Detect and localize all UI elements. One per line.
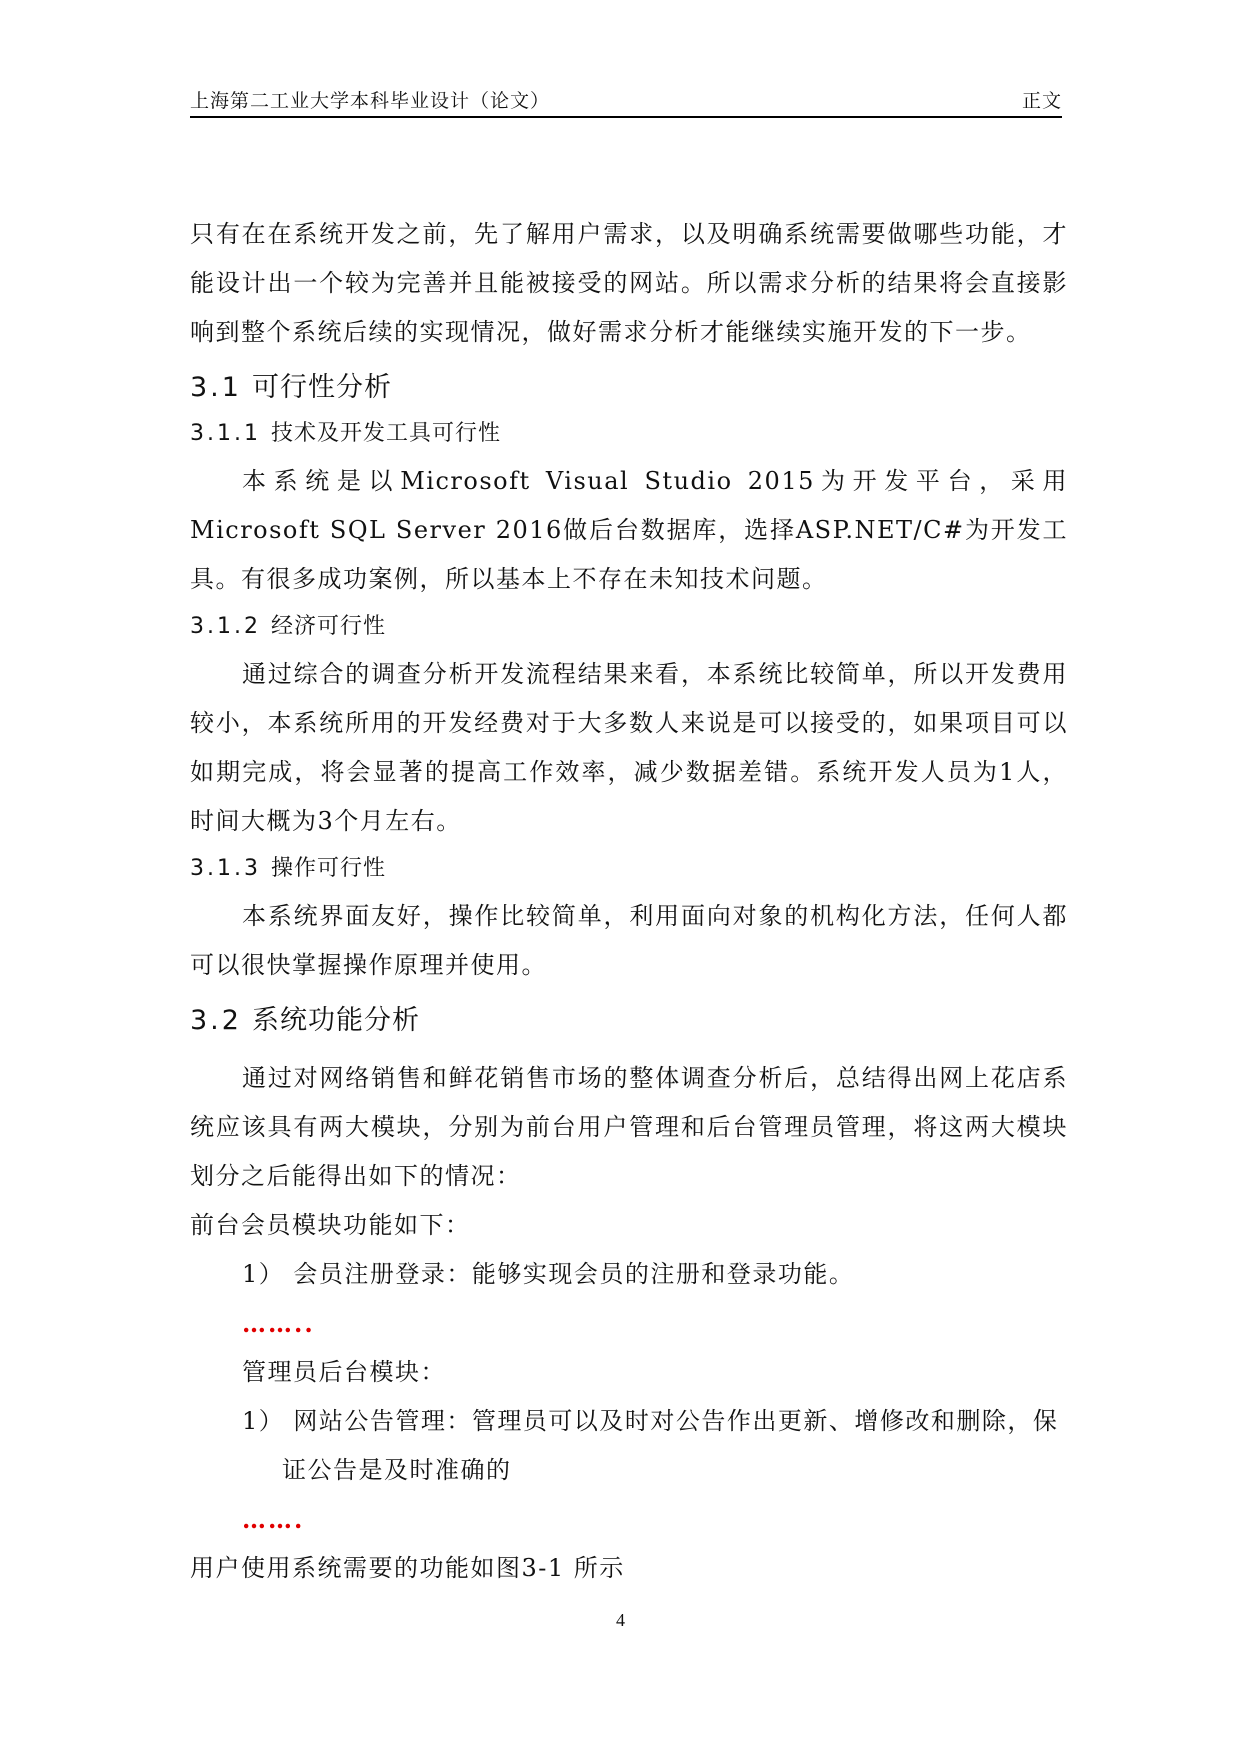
section-heading-3-1 bbox=[190, 373, 1068, 403]
subsection-number: 3.1.2 bbox=[190, 614, 261, 639]
header-title: 上海第二工业大学本科毕业设计（论文） bbox=[190, 90, 551, 112]
front-module-item-1: 1） 会员注册登录：能够实现会员的注册和登录功能。 bbox=[242, 1260, 855, 1288]
intro-paragraph: 只有在在系统开发之前，先了解用户需求，以及明确系统需要做哪些功能，才能设计出一个较为完善并且能被接受的网站。所以需求分析的结果将会直接影响到整个系统后续的实现情况，做好需求分析才能继续实施开发的下一步。 bbox=[190, 220, 1068, 346]
admin-module-item-1: 1） 网站公告管理：管理员可以及时对公告作出更新、增修改和删除，保证公告是及时准确的 bbox=[242, 1407, 1059, 1484]
ellipsis-marker-1: …….. bbox=[242, 1309, 315, 1338]
section-number: 3.2 bbox=[190, 1005, 242, 1036]
section-title: 系统功能分析 bbox=[251, 1005, 420, 1036]
ellipsis-marker-2: ……. bbox=[242, 1505, 305, 1534]
section-number: 3.1 bbox=[190, 372, 242, 403]
subsection-heading-3-1-2 bbox=[190, 614, 1068, 640]
subsection-title: 经济可行性 bbox=[270, 614, 386, 639]
section-heading-3-2 bbox=[190, 1006, 1068, 1036]
admin-module-label: 管理员后台模块： bbox=[242, 1358, 446, 1386]
operation-feasibility-paragraph: 本系统界面友好，操作比较简单，利用面向对象的机构化方法，任何人都可以很快掌握操作原理并使用。 bbox=[190, 902, 1068, 979]
page-number: 4 bbox=[616, 1610, 625, 1630]
tech-feasibility-paragraph: 本系统是以Microsoft Visual Studio 2015为开发平台，采用Microsoft SQL Server 2016做后台数据库，选择ASP.NET/C#为开发工具。有很多成功案例，所以基本上不存在未知技术问题。 bbox=[190, 467, 1068, 593]
function-analysis-paragraph: 通过对网络销售和鲜花销售市场的整体调查分析后，总结得出网上花店系统应该具有两大模块，分别为前台用户管理和后台管理员管理，将这两大模块划分之后能得出如下的情况： bbox=[190, 1064, 1068, 1190]
economic-feasibility-paragraph: 通过综合的调查分析开发流程结果来看，本系统比较简单，所以开发费用较小，本系统所用的开发经费对于大多数人来说是可以接受的，如果项目可以如期完成，将会显著的提高工作效率，减少数据差错。系统开发人员为1人，时间大概为3个月左右。 bbox=[190, 660, 1068, 835]
subsection-heading-3-1-1 bbox=[190, 421, 1068, 447]
figure-reference: 用户使用系统需要的功能如图3-1 所示 bbox=[190, 1554, 625, 1582]
section-title: 可行性分析 bbox=[251, 372, 392, 403]
front-module-label: 前台会员模块功能如下： bbox=[190, 1211, 471, 1239]
main-content bbox=[190, 210, 1068, 1593]
subsection-title: 技术及开发工具可行性 bbox=[270, 421, 501, 446]
subsection-number: 3.1.3 bbox=[190, 856, 261, 881]
subsection-number: 3.1.1 bbox=[190, 421, 261, 446]
page-header bbox=[190, 86, 1062, 118]
header-section: 正文 bbox=[1021, 90, 1062, 112]
subsection-heading-3-1-3 bbox=[190, 856, 1068, 882]
subsection-title: 操作可行性 bbox=[270, 856, 386, 881]
